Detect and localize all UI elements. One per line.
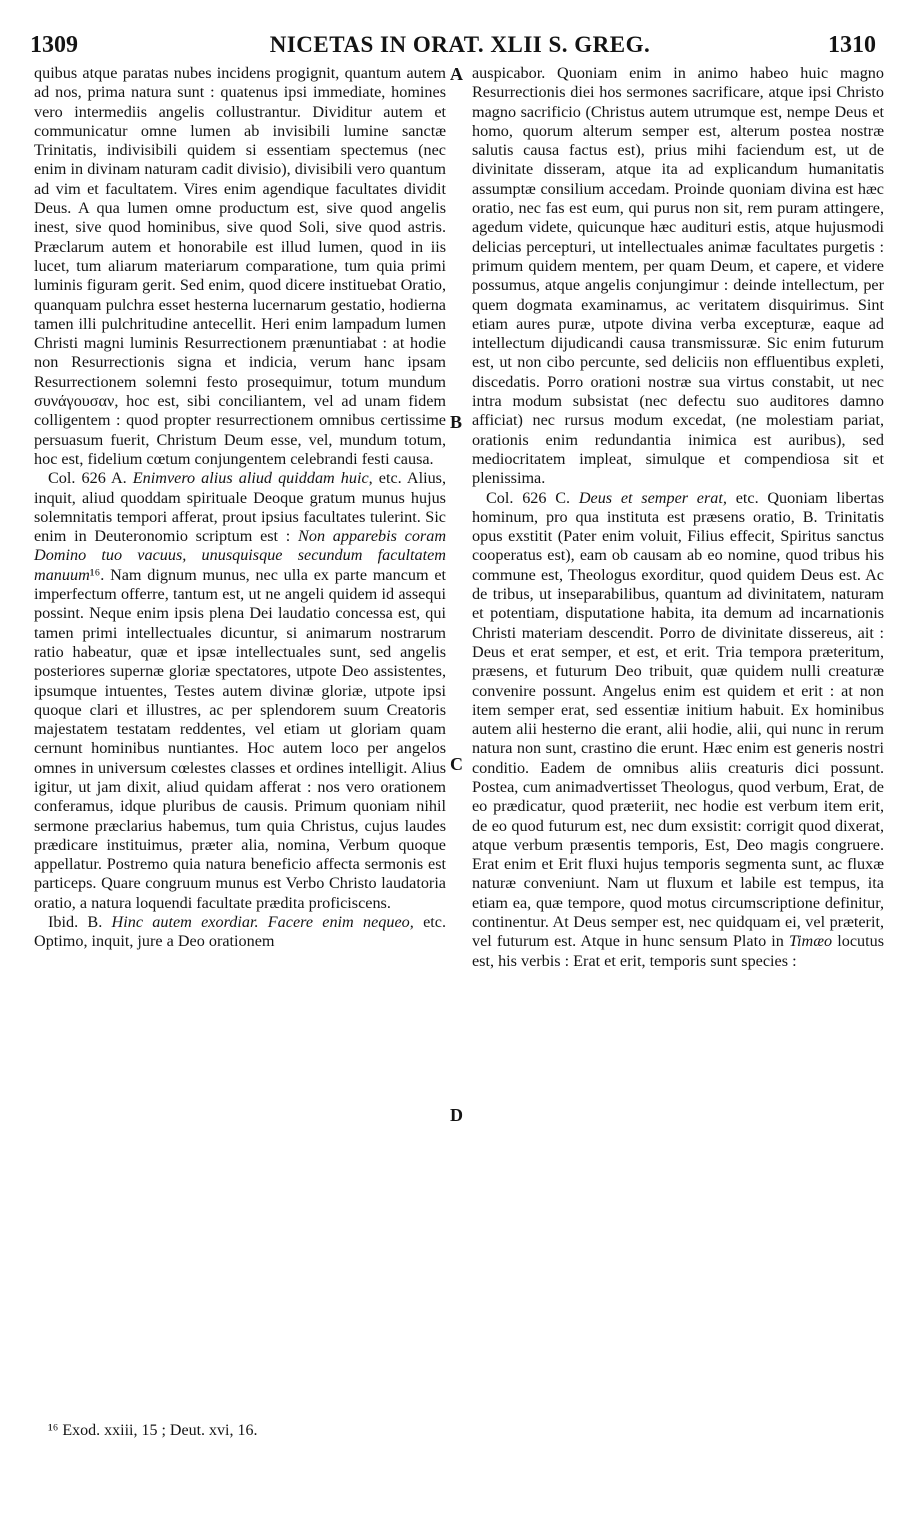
left-paragraph-2: [34, 469, 446, 913]
column-reference: Col. 626 C.: [486, 488, 571, 507]
running-head: [0, 28, 920, 64]
right-paragraph-2: [472, 489, 884, 971]
page-number-right: 1310: [828, 32, 876, 58]
margin-letter-a: A: [450, 64, 463, 84]
footnote-marker: ¹⁶: [89, 565, 101, 584]
work-title: Timæo: [788, 932, 833, 951]
left-paragraph-1: quibus atque paratas nubes incidens progignit, quantum autem ad nos, prima natura sunt : quatenus ipsi immediate, homines vero intermediis angelis collustrantur. Dividitur autem et communicatur omne lumen ab invisibili lumine sanctæ Trinitatis, indivisibili quidem si essentiam spectemus (nec enim in divinam naturam cadit divisio), divisibili vero quantum ad vim et facultatem. Vires enim agendique facultates dividit Deus. A qua lumen omne productum est, sive quod angelis inest, sive quod hominibus, sive quod Soli, sive quod astris. Præclarum autem et honorabile est illud lumen, quod in iis lucet, tum aliarum materiarum comparatione, tum quia primi luminis figuram gerit. Sed enim, quod dicere instituebat Oratio, quanquam pulchra esset hesterna lucernarum gestatio, hodierna tamen illi pulchritudine antecellit. Heri enim lampadum lumen Christi magni luminis Resurrectionem prænuntiabat : at hodie non Resurrectionis signa et indicia, verum hanc ipsam Resurrectionem solemni festo prosequimur, totum mundum συνάγουσαν, hoc est, sibi conciliantem, vel ad unam fidem colligentem : quod propter resurrectionem omnibus certissime persuasum fuerit, Christum Deum esse, vel, mundum totum, hoc est, fidelium cœtum conjungentem celebrandi festi causa.: [34, 64, 446, 468]
margin-letter-d: D: [450, 1105, 463, 1125]
left-column: [34, 64, 446, 952]
right-column: [472, 64, 884, 971]
commentary-text: etc. Quoniam libertas hominum, pro qua instituta est præsens oratio, B. Trinitatis opus exstitit (Pater enim voluit, Filius effecit, Spiritus sanctus cooperatus est), eam ob causam ab eo nomine, quod tribus his commune est, Theologus exorditur, quod quidem Deus est. Ac de tribus, ut inseparabilibus, quantum ad divinitatem, naturam et potentiam, disputatione habita, ita demum ad incarnationis Christi materiam descendit. Porro de divinitate dissereus, ait : Deus et erat semper, et est, et erit. Tria tempora præteritum, præsens, et futurum Deo tribuit, quæ quidem nulli creaturæ convenire possunt. Angelus enim est quidem et erit : at non item semper erat, sed essentiæ initium habuit. Ex hominibus autem alii hesterno die erant, alii hodie, alii, qui nunc in rerum natura non sunt, crastino die erunt. Hæc enim est generis nostri conditio. Eadem de omnibus aliis creaturis dici possunt. Postea, cum animadvertisset Theologus, quod verbum, Erat, de eo prædicatur, quod præteriit, nec hodie est verbum item erit, de eo quod futurum est, nec dum exsistit: corrigit quod dixerat, atque verbum præsentis temporis, Est, Deo magis congruere. Erat enim et Erit fluxi hujus temporis segmenta sunt, ac fluxæ naturæ conveniunt. Nam ut fluxum et labile est tempus, ita etiam ea, quæ tempore, quod motus circumscriptione definitur, continentur. At Deus semper est, nec quidquam ei, vel præterit, vel futurum est. Atque in hunc sensum Plato in: [472, 488, 885, 951]
margin-letter-b: B: [450, 412, 463, 432]
lemma: Hinc autem exordiar. Facere enim nequeo,: [111, 913, 414, 932]
commentary-text: locutus est, his verbis : Erat et erit, temporis sunt species :: [472, 932, 884, 970]
page-number-left: 1309: [30, 32, 78, 58]
column-reference: Ibid. B.: [48, 913, 103, 932]
commentary-text: etc. Alius, inquit, aliud quoddam spirituale Deoque gratum munus hujus solemnitatis tempori afferat, prout ipsius facultates tulerint. Sic enim in Deuteronomio scriptum est :: [34, 469, 447, 546]
commentary-text: . Nam dignum munus, nec ulla ex parte mancum et imperfectum offerre, tantum est, ut ne angeli quidem id assequi possint. Neque enim ipsis plena Dei laudatio concessa est, qui tamen primi intellectuales dicuntur, si animarum nostrarum ratio habeatur, quæ et ipsæ intellectuales sunt, sed angelis posteriores supernæ gloriæ spectatores, utpote Deo assistentes, ipsumque intuentes, Testes autem divinæ gloriæ, utpote ipsi quoque clari et illustres, ac per splendorem suum Creatoris majestatem testatam reddentes, vel etiam ut gloriam quam cernunt hominibus nuntiantes. Hoc autem loco per angelos omnes in universum cœlestes classes et ordines intelligit. Alius igitur, ut jam dixit, aliud quidam afferat : nos vero orationem conferamus, idque pluribus de causis. Primum quoniam nihil sermone præclarius habemus, tum quia Christus, cujus laudes prædicare instituimus, præter alia, nomina, Verbum quoque appellatur. Postremo quia natura beneficio affecta sermonis est particeps. Quare congruum munus est Verbo Christo laudatoria oratio, a natura loquendi facultate prædita proficiscens.: [34, 565, 446, 912]
scripture-quote: Non apparebis coram Domino tuo vacuus, unusquisque secundum facultatem manuum: [34, 527, 447, 584]
running-title: NICETAS IN ORAT. XLII S. GREG.: [269, 32, 651, 57]
commentary-text: etc. Optimo, inquit, jure a Deo orationem: [34, 913, 447, 951]
lemma: Enimvero alius aliud quiddam huic,: [132, 469, 373, 488]
column-reference: Col. 626 A.: [48, 469, 127, 488]
right-paragraph-1: auspicabor. Quoniam enim in animo habeo huic magno Resurrectionis diei hos sermones sacrificare, atque ipsi Christo magno sacrificio (Christus autem utrumque est, nempe Deus et homo, quorum alterum semper est, alterum postea nostræ salutis causa factus est), prius mihi faciendum est, ut de divinitate disseram, atque ita ad explicandum humanitatis assumptæ consilium accedam. Proinde quoniam divina est hæc oratio, nec fas est eum, qui purus non sit, rem puram attingere, agedum videte, quicunque hæc audituri estis, atque hujusmodi delicias percepturi, ut intellectuales animæ facultates purgetis : primum quidem mentem, per quam Deum, et capere, et videre possumus, atque angelis conjungimur : deinde intellectum, per quem dogmata examinamus, ac veritatem disquirimus. Sint etiam aures puræ, utpote divina verba excepturæ, eaque ad intellectum dijudicandi causa transmissuræ. Sic enim futurum est, ut non cibo percunte, sed deliciis non effluentibus expleti, discedatis. Porro orationi nostræ sua virtus constabit, ut nec intra modum subsistat (nec defectu suo auditores damno afficiat) nec rursus modum excedat, (ne molestiam pariat, orationis enim redundantia inimica est auribus), sed mediocritatem impleat, simulque et compendiosa sit et plenissima.: [472, 64, 884, 488]
footnote: ¹⁶ Exod. xxiii, 15 ; Deut. xvi, 16.: [48, 1422, 258, 1439]
left-paragraph-3: [34, 913, 446, 952]
lemma: Deus et semper erat,: [578, 488, 727, 507]
margin-letter-c: C: [450, 754, 463, 774]
